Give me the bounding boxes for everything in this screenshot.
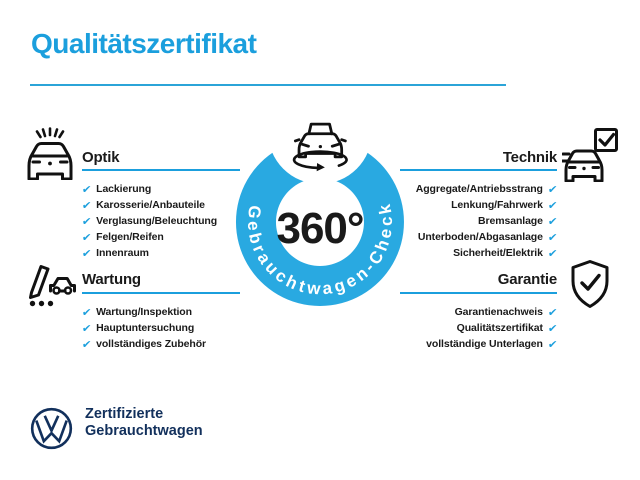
technik-items [400, 181, 557, 261]
list-item: Garantienachweis ✔ [454, 305, 558, 319]
check-icon: ✔ [81, 246, 92, 260]
check-icon: ✔ [81, 214, 92, 228]
brand-claim-line1: Zertifizierte [85, 406, 164, 422]
checklist-car-icon [23, 257, 77, 309]
check-icon: ✔ [547, 230, 558, 244]
brand-claim-line2: Gebrauchtwagen [85, 423, 203, 439]
list-item: ✔ Verglasung/Beleuchtung [81, 214, 218, 228]
page-title: Qualitätszertifikat [31, 28, 257, 59]
list-item: Lenkung/Fahrwerk ✔ [451, 198, 558, 212]
wartung-items [82, 304, 240, 352]
optik-underline [82, 169, 240, 171]
header-divider [30, 84, 506, 86]
brand-claim [85, 406, 203, 440]
car-checkbox-icon [562, 126, 620, 182]
check-icon: ✔ [547, 214, 558, 228]
check-icon: ✔ [547, 182, 558, 196]
wartung-underline [82, 292, 240, 294]
section-title-technik: Technik [502, 149, 557, 166]
garantie-items [400, 304, 557, 352]
check-icon: ✔ [81, 198, 92, 212]
list-item: Aggregate/Antriebsstrang ✔ [415, 182, 558, 196]
360-check-badge [225, 108, 415, 313]
list-item: ✔ Wartung/Inspektion [81, 305, 192, 319]
optik-items [82, 181, 240, 261]
list-item: ✔ Felgen/Reifen [81, 230, 164, 244]
check-icon: ✔ [547, 337, 558, 351]
check-icon: ✔ [81, 182, 92, 196]
badge-value: 360° [276, 204, 364, 253]
check-icon: ✔ [547, 198, 558, 212]
check-icon: ✔ [81, 230, 92, 244]
list-item: Qualitätszertifikat ✔ [456, 321, 558, 335]
vw-logo [29, 406, 74, 451]
check-icon: ✔ [547, 246, 558, 260]
check-icon: ✔ [547, 321, 558, 335]
check-icon: ✔ [81, 305, 92, 319]
section-title-garantie: Garantie [497, 271, 557, 288]
check-icon: ✔ [547, 305, 558, 319]
list-item: ✔ Lackierung [81, 182, 152, 196]
list-item: ✔ Hauptuntersuchung [81, 321, 195, 335]
shield-check-icon [567, 258, 613, 310]
list-item: Unterboden/Abgasanlage ✔ [417, 230, 558, 244]
list-item: Bremsanlage ✔ [478, 214, 558, 228]
list-item: ✔ Karosserie/Anbauteile [81, 198, 205, 212]
section-title-wartung: Wartung [82, 271, 141, 288]
check-icon: ✔ [81, 337, 92, 351]
list-item: Sicherheit/Elektrik ✔ [453, 246, 558, 260]
check-icon: ✔ [81, 321, 92, 335]
list-item: vollständige Unterlagen ✔ [426, 337, 558, 351]
list-item: ✔ vollständiges Zubehör [81, 337, 207, 351]
car-shine-icon [22, 126, 78, 180]
section-title-optik: Optik [82, 149, 120, 166]
ring-label: Gebrauchtwagen-Check [243, 202, 397, 299]
garantie-underline [400, 292, 557, 294]
list-item: ✔ Innenraum [81, 246, 149, 260]
technik-underline [400, 169, 557, 171]
